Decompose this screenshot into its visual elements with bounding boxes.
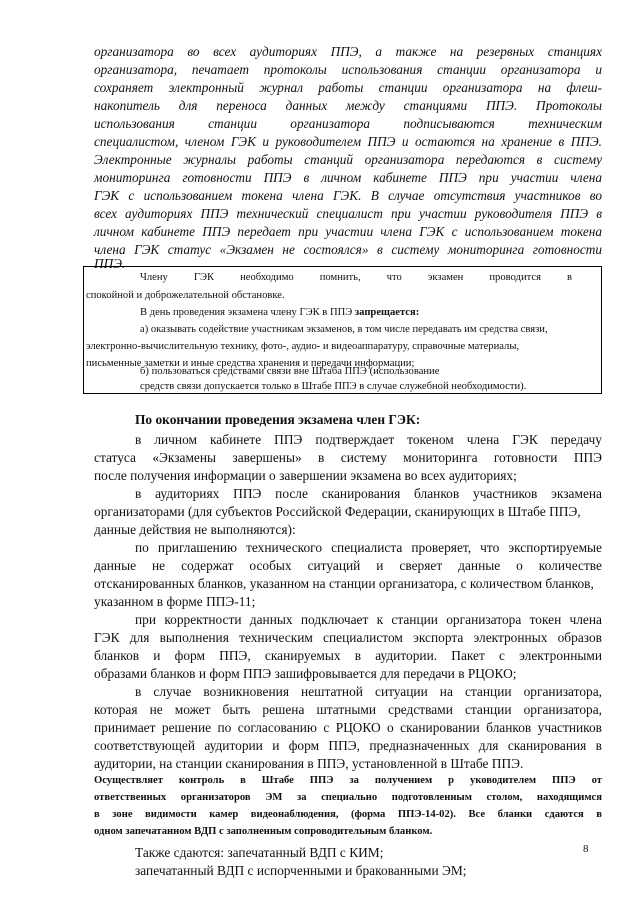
body-line: после получения информации о завершении экзамена во всех аудиториях; xyxy=(94,468,517,483)
page-number: 8 xyxy=(583,843,589,855)
notice-line: б) пользоваться средствами связи вне Штаба ППЭ (использование xyxy=(140,366,440,377)
body-line: которая не может быть решена штатными средствами станции организатора, xyxy=(94,702,602,717)
notice-line xyxy=(140,307,419,318)
italic-line: мониторинга готовности ППЭ в личном кабинете ППЭ при участии члена xyxy=(94,170,602,185)
bold-line: Осуществляет контроль в Штабе ППЭ за получением р уководителем ППЭ от xyxy=(94,775,602,786)
body-line: аудитории, на станции сканирования в ППЭ, установленной в Штабе ППЭ. xyxy=(94,756,524,771)
section-heading: По окончании проведения экзамена член ГЭК: xyxy=(135,412,421,427)
body-line: соответствующей аудитории и форм ППЭ, предназначенных для сканирования в xyxy=(94,738,602,753)
bold-line: ответственных организаторов ЭМ за специально подготовленным столом, находящимся xyxy=(94,792,602,803)
body-line: указанном в форме ППЭ-11; xyxy=(94,594,256,609)
italic-line: ППЭ. xyxy=(94,256,126,271)
body-line: отсканированных бланков, указанном на станции организатора, с количеством бланков, xyxy=(94,576,594,591)
body-line: принимает решение по согласованию с РЦОКО о сканировании бланков участников xyxy=(94,720,602,735)
notice-line: Члену ГЭК необходимо помнить, что экзамен проводится в xyxy=(140,272,572,283)
body-line: организаторами (для субъектов Российской Федерации, сканирующих в Штабе ППЭ, xyxy=(94,504,581,519)
italic-line: личном кабинете ППЭ передает при участии члена ГЭК с использованием токена xyxy=(94,224,602,239)
body-line: в аудиториях ППЭ после сканирования бланков участников экзамена xyxy=(135,486,602,501)
notice-line: спокойной и доброжелательной обстановке. xyxy=(86,290,285,301)
body-line: данные не содержат особых ситуаций и сверяет данные о количестве xyxy=(94,558,602,573)
body-line: Также сдаются: запечатанный ВДП с КИМ; xyxy=(135,845,384,860)
bold-line: одном запечатанном ВДП с заполненным сопроводительным бланком. xyxy=(94,826,433,837)
body-line: данные действия не выполняются): xyxy=(94,522,296,537)
body-line: в случае возникновения нештатной ситуации на станции организатора, xyxy=(135,684,602,699)
italic-line: ГЭК с использованием токена члена ГЭК. В случае отсутствия участников во xyxy=(94,188,602,203)
italic-line: организатора, печатает протоколы использования станции организатора и xyxy=(94,62,602,77)
italic-line: сохраняет электронный журнал работы станции организатора на флеш- xyxy=(94,80,602,95)
body-line: бланков и форм ППЭ, сканируемых в аудитории. Пакет с электронными xyxy=(94,648,602,663)
italic-line: накопитель для переноса данных между станциями ППЭ. Протоколы xyxy=(94,98,602,113)
bold-line: в зоне видимости камер видеонаблюдения, (форма ППЭ-14-02). Все бланки сдаются в xyxy=(94,809,602,820)
body-line: ГЭК для выполнения техническим специалистом экспорта электронных образов xyxy=(94,630,602,645)
notice-line: средств связи допускается только в Штабе ППЭ в случае служебной необходимости). xyxy=(140,381,527,392)
notice-line: а) оказывать содействие участникам экзаменов, в том числе передавать им средства связи, xyxy=(140,324,548,335)
body-line: при корректности данных подключает к станции организатора токен члена xyxy=(135,612,602,627)
italic-line: всех аудиториях ППЭ технический специалист при участии руководителя ППЭ в xyxy=(94,206,602,221)
notice-prefix: В день проведения экзамена члену ГЭК в ППЭ xyxy=(140,307,355,318)
notice-forbidden: запрещается: xyxy=(354,307,420,318)
notice-line: электронно-вычислительную технику, фото-, аудио- и видеоаппаратуру, справочные материалы, xyxy=(86,341,520,352)
body-line: запечатанный ВДП с испорченными и бракованными ЭМ; xyxy=(135,863,467,878)
italic-line: организатора во всех аудиториях ППЭ, а также на резервных станциях xyxy=(94,44,602,59)
italic-line: специалистом, членом ГЭК и руководителем ППЭ и остаются на хранение в ППЭ. xyxy=(94,134,602,149)
italic-line: члена ГЭК статус «Экзамен не состоялся» в систему мониторинга готовности xyxy=(94,242,602,257)
notice-line: письменные заметки и иные средства хранения и передачи информации; xyxy=(86,358,415,369)
body-line: статуса «Экзамены завершены» в систему мониторинга готовности ППЭ xyxy=(94,450,602,465)
body-line: образами бланков и форм ППЭ зашифровывается для передачи в РЦОКО; xyxy=(94,666,517,681)
italic-line: Электронные журналы работы станций организатора передаются в систему xyxy=(94,152,602,167)
body-line: в личном кабинете ППЭ подтверждает токеном члена ГЭК передачу xyxy=(135,432,602,447)
italic-line: использования станции организатора подписываются техническим xyxy=(94,116,602,131)
body-line: по приглашению технического специалиста проверяет, что экспортируемые xyxy=(135,540,602,555)
